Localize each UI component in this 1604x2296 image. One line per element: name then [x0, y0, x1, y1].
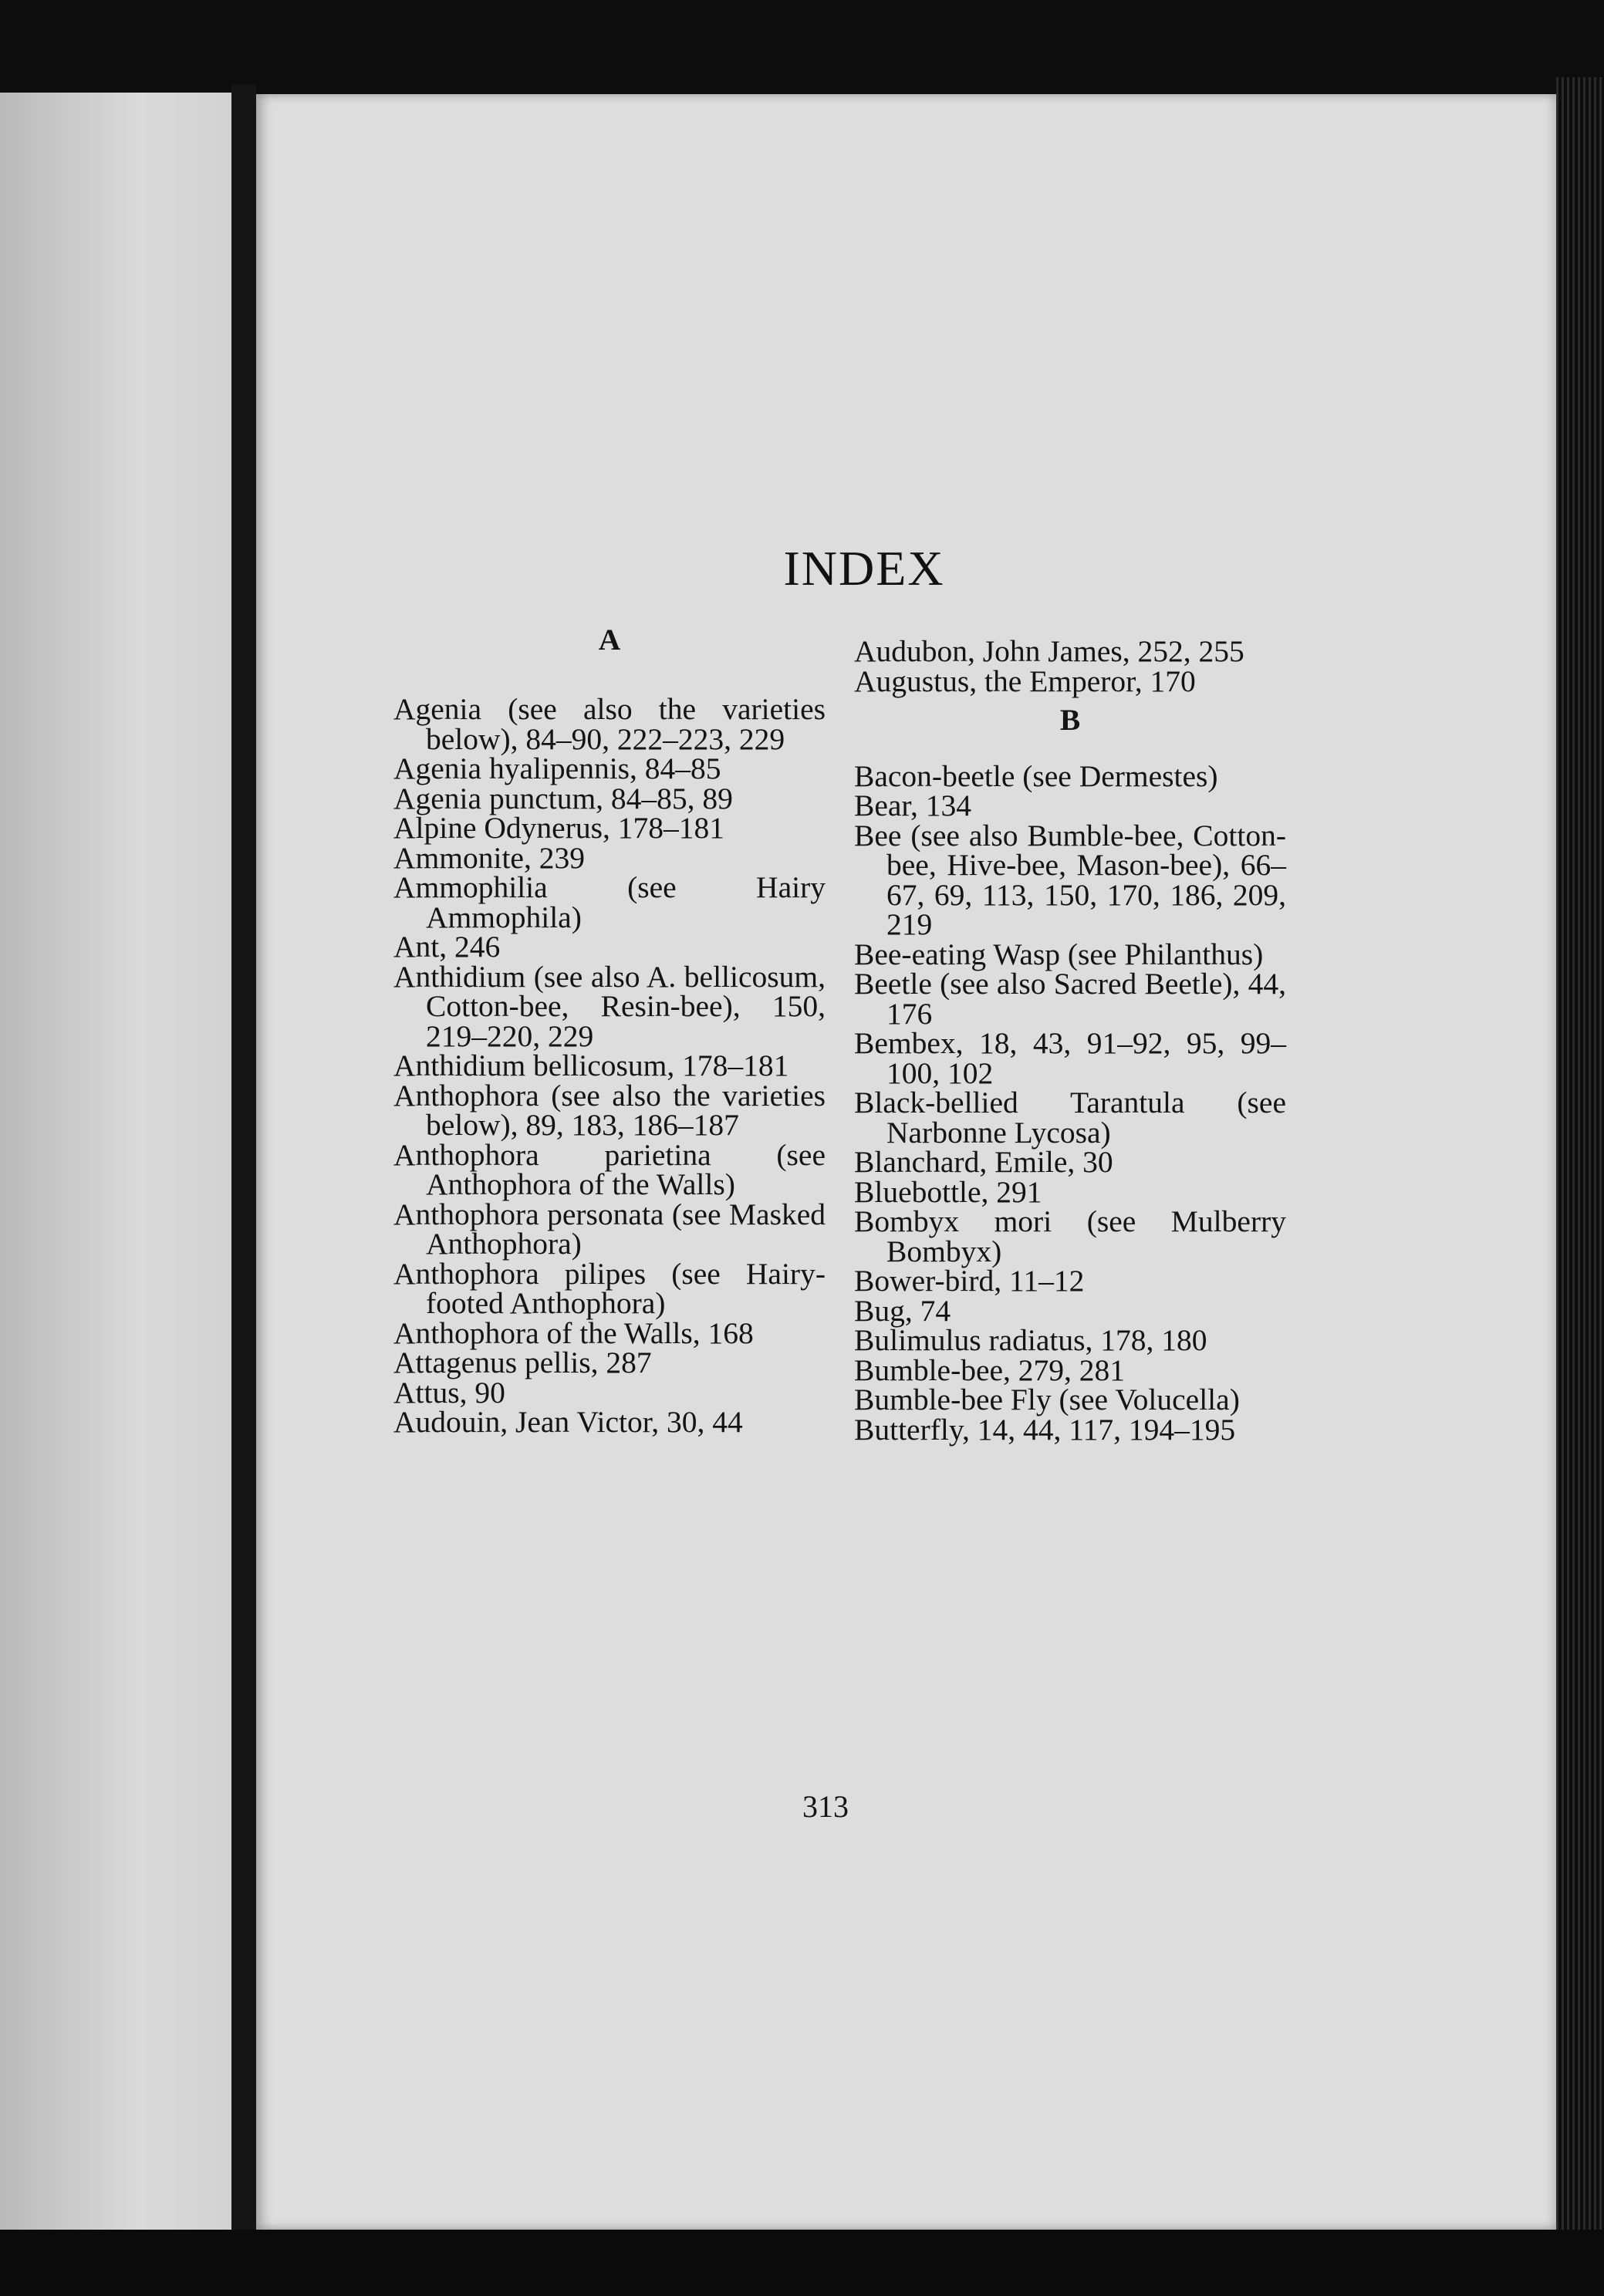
- index-entry: Bumble-bee, 279, 281: [854, 1352, 1126, 1387]
- index-entry: Bug, 74: [854, 1293, 951, 1328]
- index-entry: Bombyx mori (see Mulberry Bombyx): [854, 1204, 1286, 1268]
- index-entry: Agenia punctum, 84–85, 89: [393, 781, 733, 815]
- index-entry: Butterfly, 14, 44, 117, 194–195: [854, 1412, 1236, 1447]
- index-entry: Anthophora (see also the varieties below), 89, 183, 186–187: [393, 1078, 826, 1142]
- book-gutter: [231, 85, 256, 2245]
- index-entry: Attus, 90: [393, 1375, 505, 1410]
- index-entry: Bee-eating Wasp (see Philanthus): [854, 937, 1264, 971]
- index-column-right: [854, 634, 1286, 1447]
- index-entry: Bee (see also Bumble-bee, Cotton-bee, Hive-bee, Mason-bee), 66–67, 69, 113, 150, 170, 186, 209, 219: [854, 818, 1286, 941]
- index-entry: Agenia (see also the varieties below), 84–90, 222–223, 229: [393, 692, 826, 756]
- index-entry: Alpine Odynerus, 178–181: [393, 811, 724, 845]
- page-number: 313: [802, 1789, 849, 1824]
- index-entry: Bluebottle, 291: [854, 1174, 1042, 1209]
- index-entry: Bower-bird, 11–12: [854, 1264, 1085, 1298]
- index-entry: Ant, 246: [393, 930, 501, 964]
- index-entry: Bumble-bee Fly (see Volucella): [854, 1383, 1240, 1416]
- page-stack-edge: [1556, 77, 1604, 2296]
- index-entry: Ammonite, 239: [393, 840, 585, 875]
- scan-bottom-band: [0, 2230, 1604, 2296]
- index-entry: Anthidium bellicosum, 178–181: [393, 1048, 789, 1082]
- index-entry: Blanchard, Emile, 30: [854, 1145, 1113, 1179]
- index-entry: Anthidium (see also A. bellicosum, Cotton-bee, Resin-bee), 150, 219–220, 229: [393, 959, 826, 1053]
- index-entry: Bembex, 18, 43, 91–92, 95, 99–100, 102: [854, 1026, 1286, 1090]
- index-entry: Bear, 134: [854, 788, 971, 822]
- index-entry: Black-bellied Tarantula (see Narbonne Lycosa): [854, 1086, 1286, 1150]
- index-entry: Anthophora personata (see Masked Anthophora): [393, 1197, 826, 1261]
- index-entry: Audouin, Jean Victor, 30, 44: [393, 1405, 743, 1439]
- index-entry: Anthophora parietina (see Anthophora of the Walls): [393, 1137, 826, 1201]
- index-entry: Ammophilia (see Hairy Ammophila): [393, 870, 826, 934]
- index-column-left: [393, 623, 826, 1439]
- index-entry: Audubon, John James, 252, 255: [854, 634, 1244, 668]
- index-entry: Agenia hyalipennis, 84–85: [393, 751, 721, 785]
- index-entry: Beetle (see also Sacred Beetle), 44, 176: [854, 967, 1286, 1031]
- index-entry: Anthophora of the Walls, 168: [393, 1315, 754, 1350]
- index-entry: Augustus, the Emperor, 170: [854, 663, 1196, 698]
- section-heading-b: B: [1059, 703, 1081, 737]
- page-title: INDEX: [783, 541, 945, 596]
- index-entry: Attagenus pellis, 287: [393, 1346, 652, 1379]
- index-entry: Bacon-beetle (see Dermestes): [854, 758, 1218, 793]
- index-entry: Bulimulus radiatus, 178, 180: [854, 1323, 1207, 1357]
- index-entry: Anthophora pilipes (see Hairy-footed Anthophora): [393, 1256, 826, 1320]
- section-heading-a: A: [598, 623, 621, 657]
- facing-page-edge: [0, 93, 231, 2230]
